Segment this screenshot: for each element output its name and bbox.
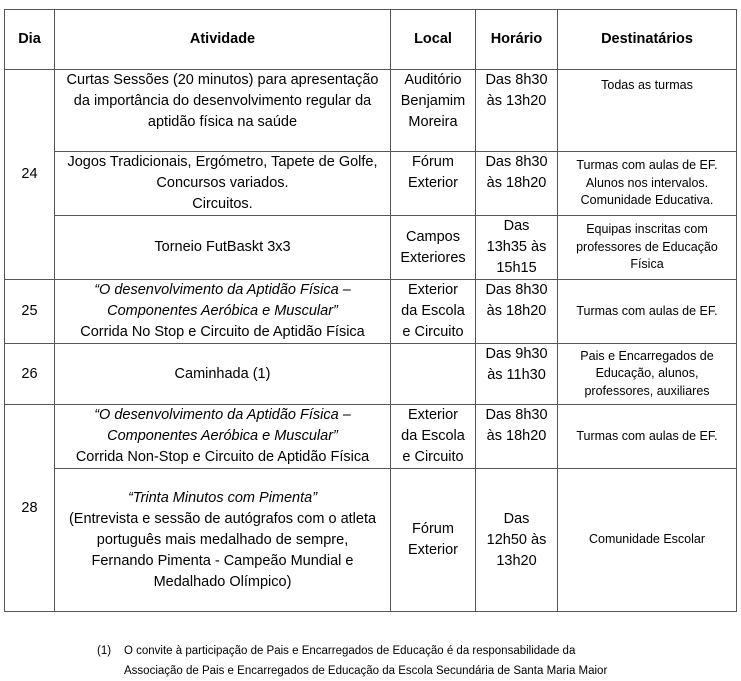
audience-cell: Turmas com aulas de EF. Alunos nos intervalos. Comunidade Educativa.	[558, 152, 737, 216]
time-cell: Das 12h50 às 13h20	[476, 469, 558, 612]
activity-title: “Trinta Minutos com Pimenta”	[127, 489, 318, 506]
audience-cell: Equipas inscritas com professores de Educação Física	[558, 216, 737, 280]
location-cell: Fórum Exterior	[391, 152, 476, 216]
day-cell: 25	[5, 280, 55, 344]
activity-cell: Curtas Sessões (20 minutos) para apresentação da importância do desenvolvimento regular da aptidão física na saúde	[55, 70, 391, 152]
day-cell: 26	[5, 344, 55, 405]
audience-cell: Turmas com aulas de EF.	[558, 280, 737, 344]
audience-cell: Comunidade Escolar	[558, 469, 737, 612]
time-cell: Das 8h30 às 18h20	[476, 280, 558, 344]
table-row	[5, 280, 737, 344]
time-cell: Das 8h30 às 18h20	[476, 152, 558, 216]
header-atividade: Atividade	[55, 10, 391, 70]
activity-cell: Jogos Tradicionais, Ergómetro, Tapete de Golfe, Concursos variados. Circuitos.	[55, 152, 391, 216]
audience-cell: Turmas com aulas de EF.	[558, 405, 737, 469]
table-row	[5, 405, 737, 469]
activity-description: Corrida No Stop e Circuito de Aptidão Física	[80, 324, 365, 340]
header-horario: Horário	[476, 10, 558, 70]
time-cell: Das 8h30 às 13h20	[476, 70, 558, 152]
header-destinatarios: Destinatários	[558, 10, 737, 70]
location-cell: Campos Exteriores	[391, 216, 476, 280]
location-cell	[391, 344, 476, 405]
location-cell: Fórum Exterior	[391, 469, 476, 612]
location-cell: Exterior da Escola e Circuito	[391, 280, 476, 344]
time-cell: Das 9h30 às 11h30	[476, 344, 558, 405]
activity-title: “O desenvolvimento da Aptidão Física – Componentes Aeróbica e Muscular”	[94, 407, 351, 444]
activity-cell	[55, 469, 391, 612]
table-row	[5, 152, 737, 216]
activity-cell: Caminhada (1)	[55, 344, 391, 405]
day-cell: 28	[5, 405, 55, 612]
activity-description: Corrida Non-Stop e Circuito de Aptidão Física	[75, 449, 370, 465]
activity-cell	[55, 405, 391, 469]
audience-cell: Todas as turmas	[558, 70, 737, 152]
audience-cell: Pais e Encarregados de Educação, alunos, professores, auxiliares	[558, 344, 737, 405]
footnote-number: (1)	[97, 645, 112, 657]
table-row	[5, 70, 737, 152]
time-cell: Das 8h30 às 18h20	[476, 405, 558, 469]
header-dia: Dia	[5, 10, 55, 70]
header-row	[5, 10, 737, 70]
day-cell: 24	[5, 70, 55, 280]
table-row	[5, 469, 737, 612]
activity-cell	[55, 280, 391, 344]
table-row	[5, 216, 737, 280]
location-cell: Exterior da Escola e Circuito	[391, 405, 476, 469]
time-cell: Das 13h35 às 15h15	[476, 216, 558, 280]
footnote-text: O convite à participação de Pais e Encarregados de Educação é da responsabilidade da Associação de Pais e Encarregados de Educação da Escola Secundária de Santa Maria Maior	[124, 645, 608, 677]
table-row	[5, 344, 737, 405]
location-cell: Auditório Benjamim Moreira	[391, 70, 476, 152]
activity-cell: Torneio FutBaskt 3x3	[55, 216, 391, 280]
activity-title: “O desenvolvimento da Aptidão Física – Componentes Aeróbica e Muscular”	[94, 282, 351, 319]
activity-description: (Entrevista e sessão de autógrafos com o atleta português mais medalhado de sempre, Fernando Pimenta - Campeão Mundial e Medalhado Olímpico)	[68, 510, 377, 590]
header-local: Local	[391, 10, 476, 70]
schedule-table	[4, 9, 737, 612]
